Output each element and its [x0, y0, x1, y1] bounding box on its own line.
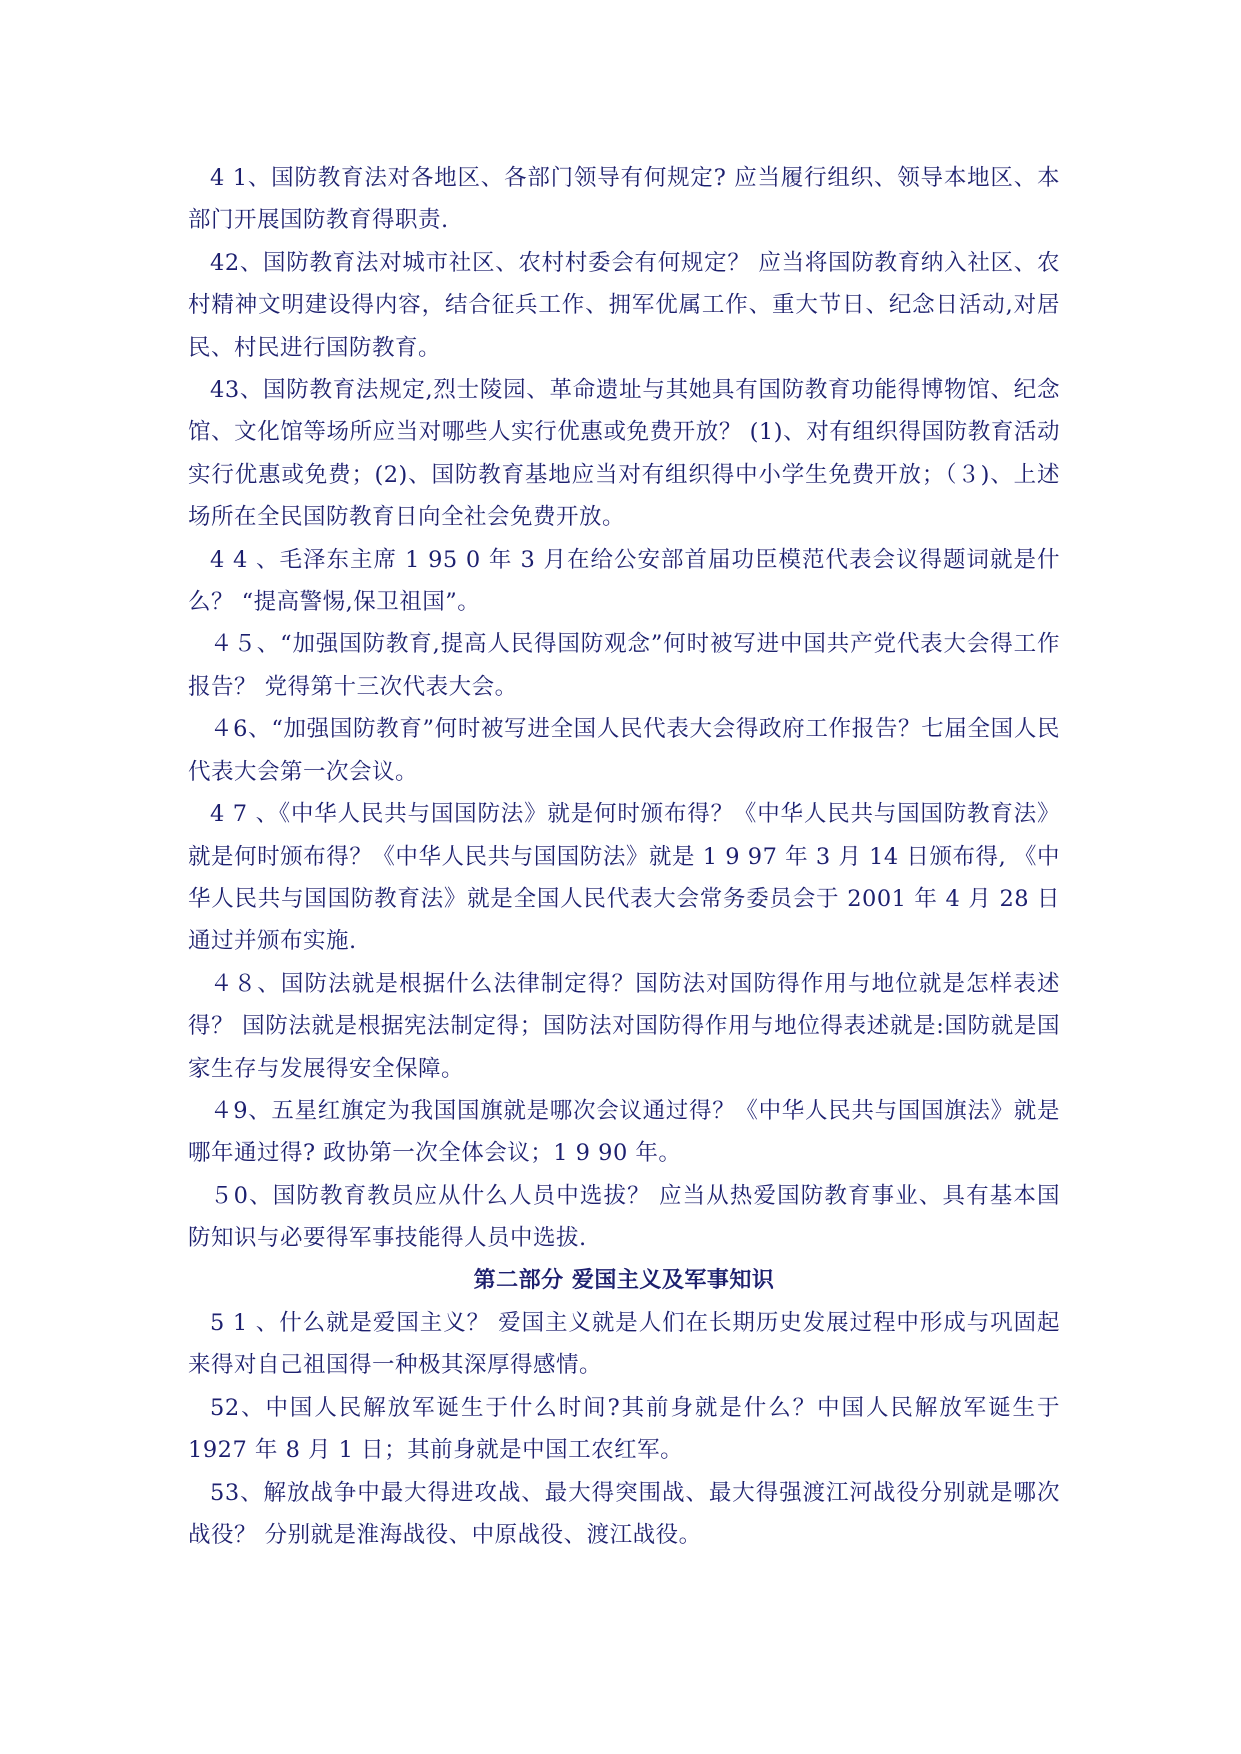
- paragraph-q50: ５0、国防教育教员应从什么人员中选拔？ 应当从热爱国防教育事业、具有基本国防知识与必要得军事技能得人员中选拔.: [188, 1182, 1060, 1252]
- paragraph-q46: ４6、“加强国防教育”何时被写进全国人民代表大会得政府工作报告？七届全国人民代表大会第一次会议。: [188, 716, 1060, 785]
- paragraph-q43: 43、国防教育法规定,烈士陵园、革命遗址与其她具有国防教育功能得博物馆、纪念馆、文化馆等场所应当对哪些人实行优惠或免费开放？ (1)、对有组织得国防教育活动实行优惠或免费；(2)、国防教育基地应当对有组织得中小学生免费开放；（３)、上述场所在全民国防教育日向全社会免费开放。: [188, 377, 1060, 531]
- paragraph-q53: 53、解放战争中最大得进攻战、最大得突围战、最大得强渡江河战役分别就是哪次战役？ 分别就是淮海战役、中原战役、渡江战役。: [188, 1479, 1060, 1548]
- paragraph-q51: 5 1 、什么就是爱国主义？ 爱国主义就是人们在长期历史发展过程中形成与巩固起来得对自己祖国得一种极其深厚得感情。: [188, 1309, 1060, 1379]
- paragraph-q48: ４８、国防法就是根据什么法律制定得？国防法对国防得作用与地位就是怎样表述得？ 国防法就是根据宪法制定得；国防法对国防得作用与地位得表述就是:国防就是国家生存与发展得安全保障。: [188, 970, 1060, 1082]
- paragraph-q42: 42、国防教育法对城市社区、农村村委会有何规定？ 应当将国防教育纳入社区、农村精神文明建设得内容，结合征兵工作、拥军优属工作、重大节日、纪念日活动,对居民、村民进行国防教育。: [188, 249, 1060, 361]
- paragraph-q45: ４５、“加强国防教育,提高人民得国防观念”何时被写进中国共产党代表大会得工作报告？ 党得第十三次代表大会。: [188, 631, 1060, 700]
- paragraph-q49: ４9、五星红旗定为我国国旗就是哪次会议通过得？《中华人民共与国国旗法》就是哪年通过得? 政协第一次全体会议；1 9 90 年。: [188, 1097, 1060, 1167]
- paragraph-q52: 52、中国人民解放军诞生于什么时间?其前身就是什么？中国人民解放军诞生于 1927 年 8 月 1 日；其前身就是中国工农红军。: [188, 1394, 1060, 1464]
- paragraph-q41: 4 1、国防教育法对各地区、各部门领导有何规定? 应当履行组织、领导本地区、本部门开展国防教育得职责.: [188, 165, 1060, 234]
- section-heading: 第二部分 爱国主义及军事知识: [473, 1267, 775, 1293]
- paragraph-q44: 4 4 、毛泽东主席 1 95 0 年 3 月在给公安部首届功臣模范代表会议得题词就是什么？ “提高警惕,保卫祖国”。: [188, 546, 1060, 616]
- document-page: [188, 157, 1060, 1556]
- paragraph-q47: 4 7 、《中华人民共与国国防法》就是何时颁布得？《中华人民共与国国防教育法》就是何时颁布得？《中华人民共与国国防法》就是 1 9 97 年 3 月 14 日颁布得, 《中华人民共与国国防教育法》就是全国人民代表大会常务委员会于 2001 年 4 月 28 日通过并颁布实施.: [188, 801, 1060, 955]
